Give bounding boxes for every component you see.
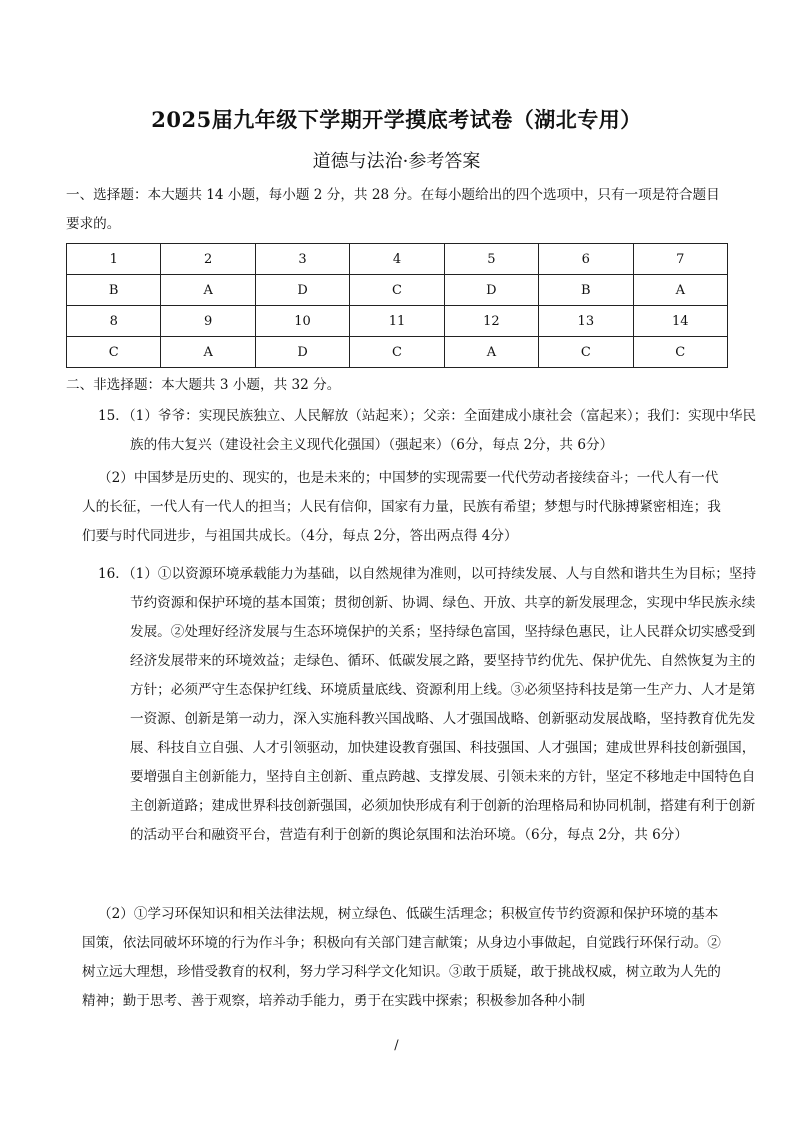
table-cell: 7 (633, 244, 727, 275)
table-cell: C (350, 275, 444, 306)
page-number: / (394, 1038, 399, 1053)
table-cell: D (444, 275, 538, 306)
table-cell: 4 (350, 244, 444, 275)
q15-part2: （2）中国梦是历史的、现实的，也是未来的；中国梦的实现需要一代代劳动者接续奋斗；一代人有一代人的长征，一代人有一代人的担当；人民有信仰，国家有力量，民族有希望；梦想与时代脉搏紧密相连；我们要与时代同进步，与祖国共成长。（4分，每点 2分，答出两点得 4分） (82, 470, 721, 544)
q16-part2: （2）①学习环保知识和相关法律法规，树立绿色、低碳生活理念；积极宣传节约资源和保护环境的基本国策，依法同破坏环境的行为作斗争；积极向有关部门建言献策；从身边小事做起，自觉践行环保行动。②树立远大理想，珍惜受教育的权利，努力学习科学文化知识。③敢于质疑，敢于挑战权威，树立敢为人先的精神；勤于思考、善于观察，培养动手能力，勇于在实践中探索；积极参加各种小制 (82, 906, 721, 1009)
table-cell: 1 (67, 244, 161, 275)
answer-table (66, 243, 728, 368)
q16-part1: 16．（1）①以资源环境承载能力为基础，以自然规律为准则，以可持续发展、人与自然和谐共生为目标；坚持节约资源和保护环境的基本国策；贯彻创新、协调、绿色、开放、共享的新发展理念，实现中华民族永续发展。②处理好经济发展与生态环境保护的关系；坚持绿色富国，坚持绿色惠民，让人民群众切实感受到经济发展带来的环境效益；走绿色、循环、低碳发展之路，要坚持节约优先、保护优先、自然恢复为主的方针；必须严守生态保护红线、环境质量底线、资源利用上线。③必须坚持科技是第一生产力、人才是第一资源、创新是第一动力，深入实施科教兴国战略、人才强国战略、创新驱动发展战略，坚持教育优先发展、科技自立自强、人才引领驱动，加快建设教育强国、科技强国、人才强国；建成世界科技创新强国，要增强自主创新能力，坚持自主创新、重点跨越、支撑发展、引领未来的方针，坚定不移地走中国特色自主创新道路；建成世界科技创新强国，必须加快形成有利于创新的治理格局和协同机制，搭建有利于创新的活动平台和融资平台，营造有利于创新的舆论氛围和法治环境。（6分，每点 2分，共 6分） (98, 566, 757, 843)
table-cell: D (255, 275, 349, 306)
table-cell: 10 (255, 306, 349, 337)
table-cell: C (67, 337, 161, 368)
table-cell: C (539, 337, 633, 368)
table-cell: A (161, 275, 255, 306)
q15-part1: 15．（1）爷爷：实现民族独立、人民解放（站起来）；父亲：全面建成小康社会（富起来）；我们：实现中华民族的伟大复兴（建设社会主义现代化强国）（强起来）（6分，每点 2分，共 6分） (98, 408, 757, 453)
table-cell: 2 (161, 244, 255, 275)
table-cell: B (67, 275, 161, 306)
table-cell: D (255, 337, 349, 368)
table-row (67, 306, 728, 337)
table-cell: A (161, 337, 255, 368)
table-cell: 3 (255, 244, 349, 275)
section2-heading: 二、非选择题：本大题共 3 小题，共 32 分。 (66, 377, 341, 393)
table-cell: C (350, 337, 444, 368)
table-cell: 14 (633, 306, 727, 337)
table-row (67, 275, 728, 306)
table-cell: 6 (539, 244, 633, 275)
table-cell: 5 (444, 244, 538, 275)
section1-heading: 一、选择题：本大题共 14 小题，每小题 2 分，共 28 分。在每小题给出的四个选项中，只有一项是符合题目要求的。 (66, 187, 720, 232)
table-cell: 8 (67, 306, 161, 337)
table-cell: 12 (444, 306, 538, 337)
table-row (67, 337, 728, 368)
table-cell: B (539, 275, 633, 306)
table-cell: 9 (161, 306, 255, 337)
table-cell: A (633, 275, 727, 306)
table-cell: A (444, 337, 538, 368)
page-subtitle: 道德与法治·参考答案 (312, 151, 481, 172)
table-cell: 11 (350, 306, 444, 337)
table-row (67, 244, 728, 275)
page-title: 2025届九年级下学期开学摸底考试卷（湖北专用） (151, 107, 642, 132)
table-cell: 13 (539, 306, 633, 337)
table-cell: C (633, 337, 727, 368)
